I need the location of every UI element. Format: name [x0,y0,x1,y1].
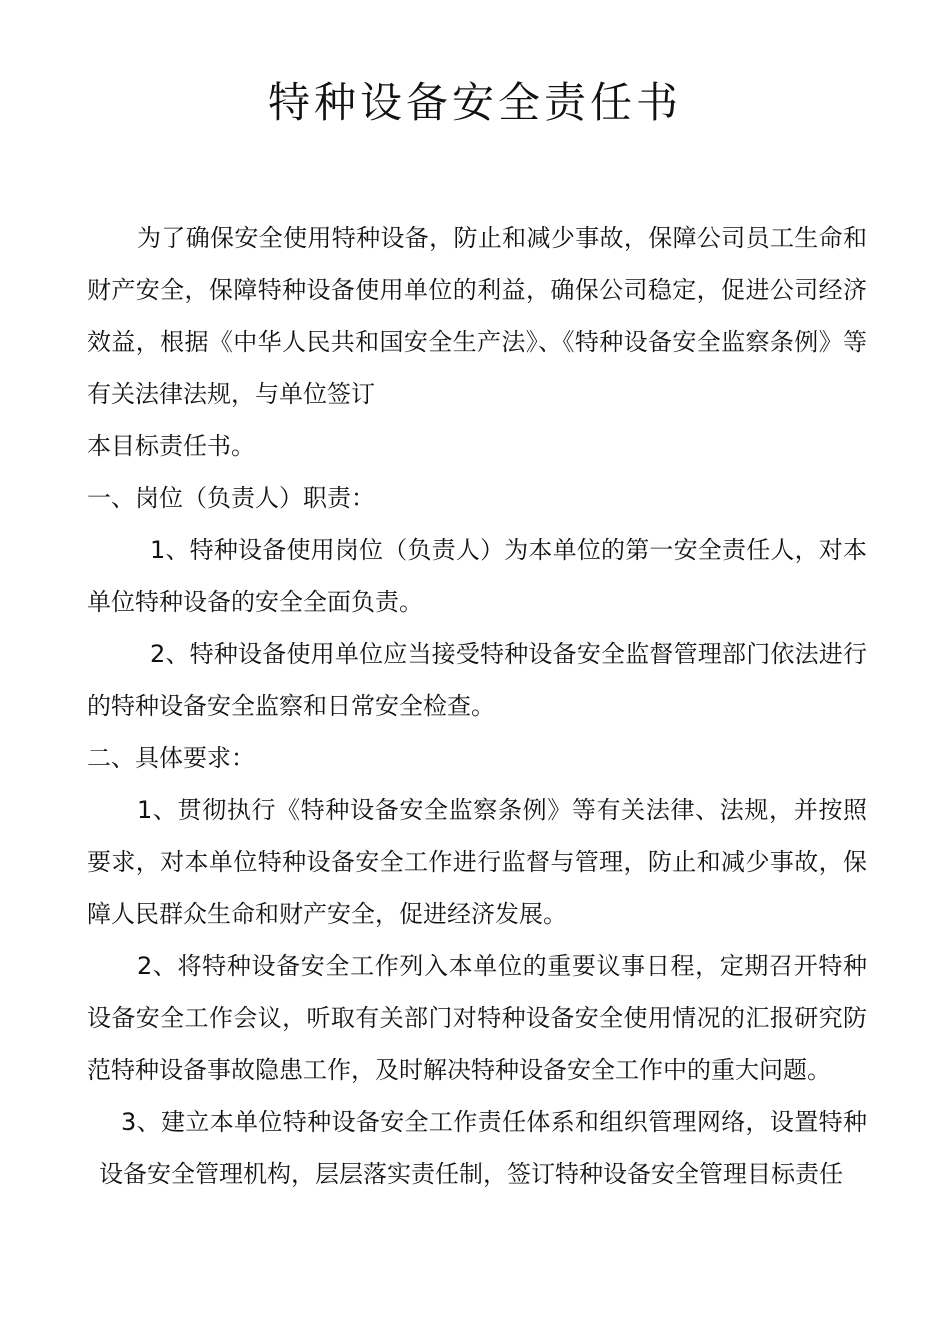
duty-item-2: 2、特种设备使用单位应当接受特种设备安全监督管理部门依法进行的特种设备安全监察和日常安全检查。 [87,640,867,720]
intro-paragraph-continuation: 本目标责任书。 [87,432,255,460]
document-body [87,212,867,1200]
intro-paragraph: 为了确保安全使用特种设备，防止和减少事故，保障公司员工生命和财产安全，保障特种设备使用单位的利益，确保公司稳定，促进公司经济效益，根据《中华人民共和国安全生产法》、《特种设备安全监察条例》等有关法律法规，与单位签订 [87,224,867,408]
section-heading-requirements: 二、具体要求： [87,744,255,772]
document-title: 特种设备安全责任书 [267,78,682,127]
requirement-item-2: 2、将特种设备安全工作列入本单位的重要议事日程，定期召开特种设备安全工作会议，听取有关部门对特种设备安全使用情况的汇报研究防范特种设备事故隐患工作，及时解决特种设备安全工作中的重大问题。 [87,952,867,1084]
requirement-item-1: 1、贯彻执行《特种设备安全监察条例》等有关法律、法规，并按照要求，对本单位特种设备安全工作进行监督与管理，防止和减少事故，保障人民群众生命和财产安全，促进经济发展。 [87,796,867,928]
requirement-item-3: 3、建立本单位特种设备安全工作责任体系和组织管理网络，设置特种设备安全管理机构，层层落实责任制，签订特种设备安全管理目标责任 [99,1108,867,1188]
duty-item-1: 1、特种设备使用岗位（负责人）为本单位的第一安全责任人，对本单位特种设备的安全全面负责。 [87,536,867,616]
section-heading-duties: 一、岗位（负责人）职责： [87,484,375,512]
